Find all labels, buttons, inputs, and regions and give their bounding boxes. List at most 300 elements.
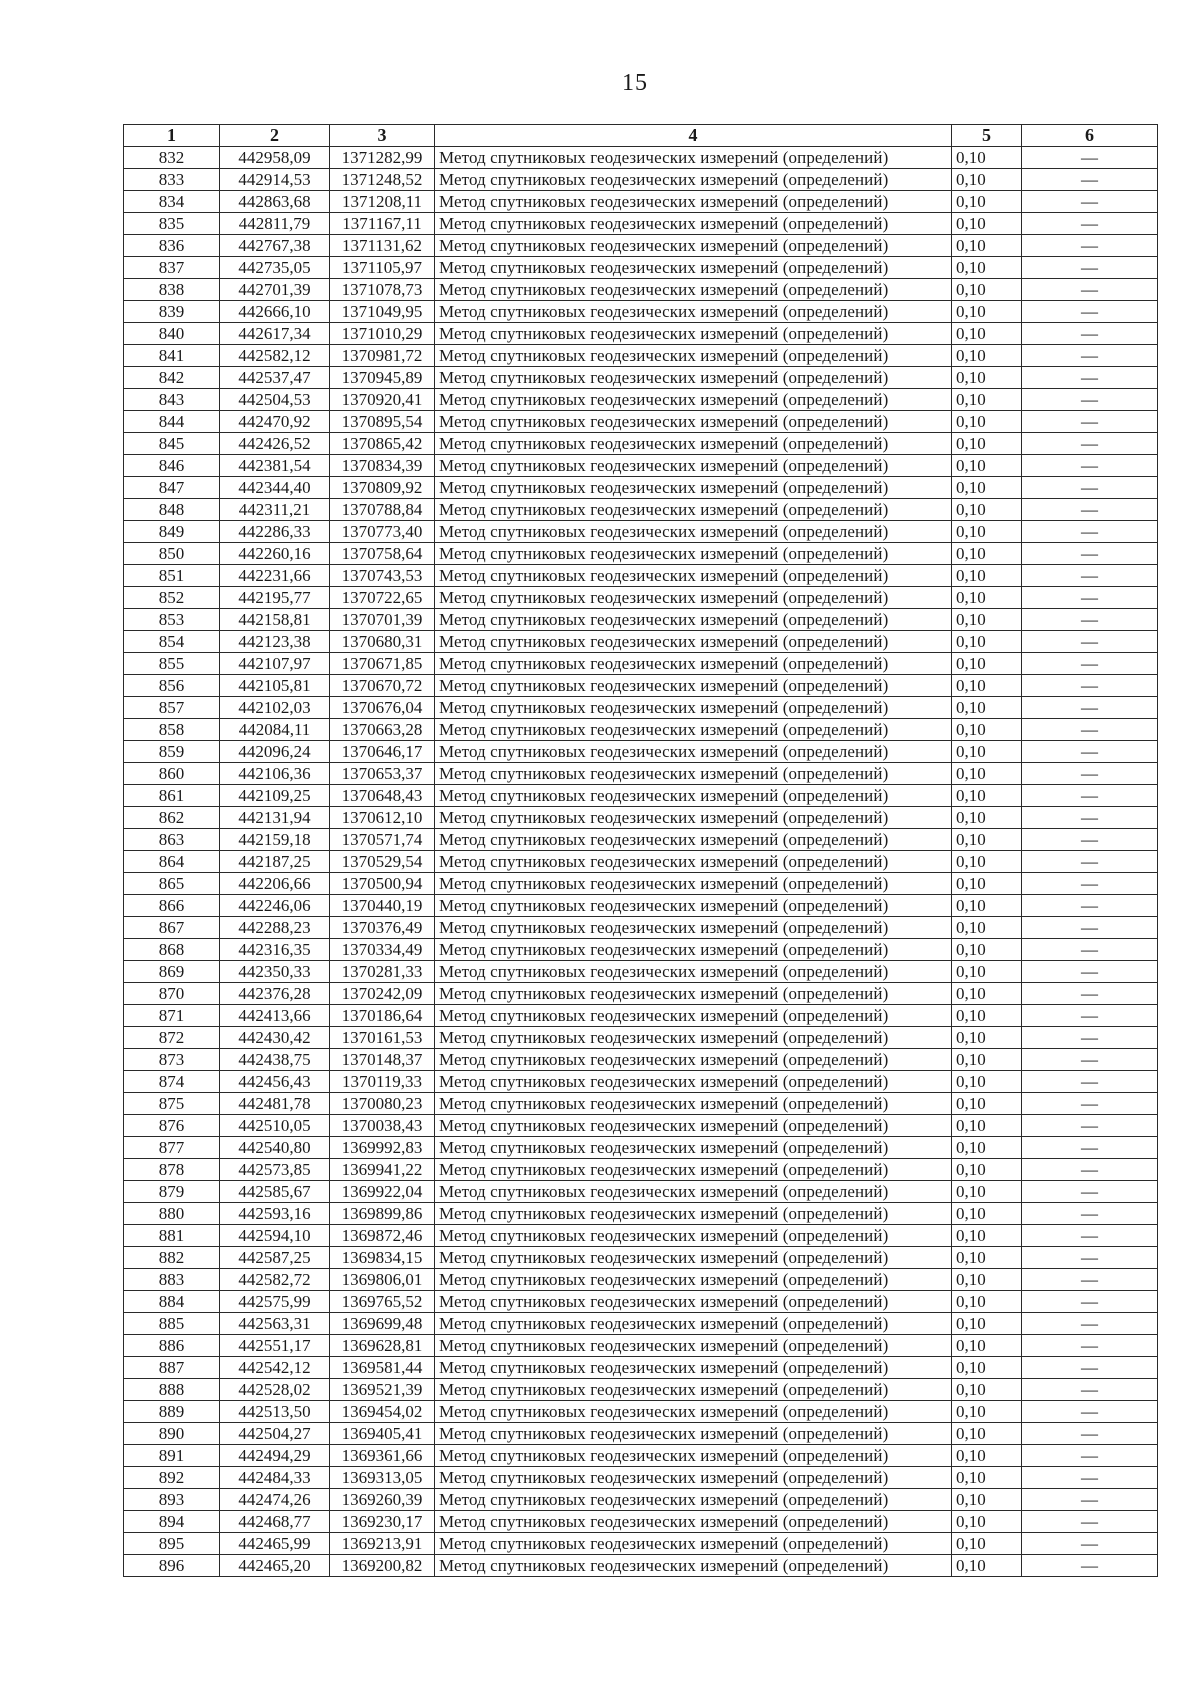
- y-coordinate-cell: 1370809,92: [330, 477, 435, 499]
- point-number-cell: 857: [124, 697, 220, 719]
- accuracy-cell: 0,10: [952, 653, 1022, 675]
- note-cell: —: [1022, 1115, 1158, 1137]
- note-cell: —: [1022, 301, 1158, 323]
- point-number-cell: 870: [124, 983, 220, 1005]
- table-row: [124, 631, 1158, 653]
- method-cell: Метод спутниковых геодезических измерений (определений): [435, 1533, 952, 1555]
- note-cell: —: [1022, 1533, 1158, 1555]
- accuracy-cell: 0,10: [952, 851, 1022, 873]
- y-coordinate-cell: 1370646,17: [330, 741, 435, 763]
- y-coordinate-cell: 1369521,39: [330, 1379, 435, 1401]
- table-row: [124, 1027, 1158, 1049]
- method-cell: Метод спутниковых геодезических измерений (определений): [435, 389, 952, 411]
- accuracy-cell: 0,10: [952, 961, 1022, 983]
- x-coordinate-cell: 442231,66: [220, 565, 330, 587]
- point-number-cell: 861: [124, 785, 220, 807]
- table-header: [124, 125, 1158, 147]
- method-cell: Метод спутниковых геодезических измерений (определений): [435, 1247, 952, 1269]
- point-number-cell: 855: [124, 653, 220, 675]
- table-row: [124, 1555, 1158, 1577]
- point-number-cell: 896: [124, 1555, 220, 1577]
- x-coordinate-cell: 442311,21: [220, 499, 330, 521]
- table-row: [124, 785, 1158, 807]
- method-cell: Метод спутниковых геодезических измерений (определений): [435, 609, 952, 631]
- table-row: [124, 1093, 1158, 1115]
- table-row: [124, 1379, 1158, 1401]
- method-cell: Метод спутниковых геодезических измерений (определений): [435, 1093, 952, 1115]
- x-coordinate-cell: 442666,10: [220, 301, 330, 323]
- note-cell: —: [1022, 1335, 1158, 1357]
- table-row: [124, 653, 1158, 675]
- accuracy-cell: 0,10: [952, 323, 1022, 345]
- method-cell: Метод спутниковых геодезических измерений (определений): [435, 829, 952, 851]
- accuracy-cell: 0,10: [952, 235, 1022, 257]
- accuracy-cell: 0,10: [952, 389, 1022, 411]
- x-coordinate-cell: 442474,26: [220, 1489, 330, 1511]
- table-row: [124, 1005, 1158, 1027]
- note-cell: —: [1022, 279, 1158, 301]
- point-number-cell: 873: [124, 1049, 220, 1071]
- accuracy-cell: 0,10: [952, 1379, 1022, 1401]
- method-cell: Метод спутниковых геодезических измерений (определений): [435, 895, 952, 917]
- x-coordinate-cell: 442811,79: [220, 213, 330, 235]
- y-coordinate-cell: 1371167,11: [330, 213, 435, 235]
- table-row: [124, 741, 1158, 763]
- point-number-cell: 880: [124, 1203, 220, 1225]
- table-row: [124, 1291, 1158, 1313]
- accuracy-cell: 0,10: [952, 1423, 1022, 1445]
- note-cell: —: [1022, 1071, 1158, 1093]
- note-cell: —: [1022, 389, 1158, 411]
- point-number-cell: 887: [124, 1357, 220, 1379]
- accuracy-cell: 0,10: [952, 983, 1022, 1005]
- x-coordinate-cell: 442504,27: [220, 1423, 330, 1445]
- accuracy-cell: 0,10: [952, 1335, 1022, 1357]
- table-row: [124, 1137, 1158, 1159]
- note-cell: —: [1022, 323, 1158, 345]
- accuracy-cell: 0,10: [952, 807, 1022, 829]
- table-row: [124, 1225, 1158, 1247]
- note-cell: —: [1022, 433, 1158, 455]
- x-coordinate-cell: 442582,72: [220, 1269, 330, 1291]
- y-coordinate-cell: 1369872,46: [330, 1225, 435, 1247]
- method-cell: Метод спутниковых геодезических измерений (определений): [435, 147, 952, 169]
- table-row: [124, 917, 1158, 939]
- x-coordinate-cell: 442470,92: [220, 411, 330, 433]
- note-cell: —: [1022, 1027, 1158, 1049]
- accuracy-cell: 0,10: [952, 521, 1022, 543]
- point-number-cell: 854: [124, 631, 220, 653]
- point-number-cell: 843: [124, 389, 220, 411]
- column-header-3: 3: [330, 125, 435, 147]
- note-cell: —: [1022, 1225, 1158, 1247]
- accuracy-cell: 0,10: [952, 433, 1022, 455]
- x-coordinate-cell: 442585,67: [220, 1181, 330, 1203]
- y-coordinate-cell: 1369992,83: [330, 1137, 435, 1159]
- method-cell: Метод спутниковых геодезических измерений (определений): [435, 279, 952, 301]
- point-number-cell: 850: [124, 543, 220, 565]
- y-coordinate-cell: 1371208,11: [330, 191, 435, 213]
- accuracy-cell: 0,10: [952, 1225, 1022, 1247]
- table-row: [124, 1049, 1158, 1071]
- point-number-cell: 832: [124, 147, 220, 169]
- note-cell: —: [1022, 455, 1158, 477]
- accuracy-cell: 0,10: [952, 1247, 1022, 1269]
- accuracy-cell: 0,10: [952, 257, 1022, 279]
- note-cell: —: [1022, 1401, 1158, 1423]
- y-coordinate-cell: 1369405,41: [330, 1423, 435, 1445]
- point-number-cell: 858: [124, 719, 220, 741]
- note-cell: —: [1022, 961, 1158, 983]
- note-cell: —: [1022, 543, 1158, 565]
- table-row: [124, 851, 1158, 873]
- table-row: [124, 1511, 1158, 1533]
- method-cell: Метод спутниковых геодезических измерений (определений): [435, 1357, 952, 1379]
- y-coordinate-cell: 1370834,39: [330, 455, 435, 477]
- point-number-cell: 872: [124, 1027, 220, 1049]
- x-coordinate-cell: 442158,81: [220, 609, 330, 631]
- y-coordinate-cell: 1370743,53: [330, 565, 435, 587]
- column-header-5: 5: [952, 125, 1022, 147]
- table-row: [124, 1533, 1158, 1555]
- accuracy-cell: 0,10: [952, 191, 1022, 213]
- y-coordinate-cell: 1370758,64: [330, 543, 435, 565]
- y-coordinate-cell: 1370773,40: [330, 521, 435, 543]
- method-cell: Метод спутниковых геодезических измерений (определений): [435, 1027, 952, 1049]
- x-coordinate-cell: 442288,23: [220, 917, 330, 939]
- x-coordinate-cell: 442131,94: [220, 807, 330, 829]
- point-number-cell: 859: [124, 741, 220, 763]
- table-row: [124, 1203, 1158, 1225]
- y-coordinate-cell: 1369313,05: [330, 1467, 435, 1489]
- accuracy-cell: 0,10: [952, 587, 1022, 609]
- note-cell: —: [1022, 1379, 1158, 1401]
- point-number-cell: 836: [124, 235, 220, 257]
- note-cell: —: [1022, 829, 1158, 851]
- point-number-cell: 860: [124, 763, 220, 785]
- point-number-cell: 875: [124, 1093, 220, 1115]
- note-cell: —: [1022, 587, 1158, 609]
- note-cell: —: [1022, 1049, 1158, 1071]
- method-cell: Метод спутниковых геодезических измерений (определений): [435, 1005, 952, 1027]
- accuracy-cell: 0,10: [952, 873, 1022, 895]
- y-coordinate-cell: 1370186,64: [330, 1005, 435, 1027]
- y-coordinate-cell: 1370788,84: [330, 499, 435, 521]
- method-cell: Метод спутниковых геодезических измерений (определений): [435, 939, 952, 961]
- accuracy-cell: 0,10: [952, 455, 1022, 477]
- accuracy-cell: 0,10: [952, 279, 1022, 301]
- x-coordinate-cell: 442426,52: [220, 433, 330, 455]
- method-cell: Метод спутниковых геодезических измерений (определений): [435, 763, 952, 785]
- table-row: [124, 939, 1158, 961]
- table-row: [124, 477, 1158, 499]
- y-coordinate-cell: 1370440,19: [330, 895, 435, 917]
- point-number-cell: 852: [124, 587, 220, 609]
- method-cell: Метод спутниковых геодезических измерений (определений): [435, 235, 952, 257]
- y-coordinate-cell: 1369213,91: [330, 1533, 435, 1555]
- note-cell: —: [1022, 939, 1158, 961]
- note-cell: —: [1022, 1489, 1158, 1511]
- point-number-cell: 881: [124, 1225, 220, 1247]
- point-number-cell: 862: [124, 807, 220, 829]
- note-cell: —: [1022, 257, 1158, 279]
- accuracy-cell: 0,10: [952, 719, 1022, 741]
- accuracy-cell: 0,10: [952, 917, 1022, 939]
- table-row: [124, 213, 1158, 235]
- point-number-cell: 895: [124, 1533, 220, 1555]
- y-coordinate-cell: 1370500,94: [330, 873, 435, 895]
- accuracy-cell: 0,10: [952, 1313, 1022, 1335]
- y-coordinate-cell: 1370376,49: [330, 917, 435, 939]
- table-row: [124, 323, 1158, 345]
- table-row: [124, 1357, 1158, 1379]
- method-cell: Метод спутниковых геодезических измерений (определений): [435, 1379, 952, 1401]
- point-number-cell: 847: [124, 477, 220, 499]
- accuracy-cell: 0,10: [952, 1401, 1022, 1423]
- y-coordinate-cell: 1371078,73: [330, 279, 435, 301]
- method-cell: Метод спутниковых геодезических измерений (определений): [435, 1225, 952, 1247]
- table-row: [124, 367, 1158, 389]
- table-row: [124, 587, 1158, 609]
- table-row: [124, 257, 1158, 279]
- accuracy-cell: 0,10: [952, 1071, 1022, 1093]
- point-number-cell: 885: [124, 1313, 220, 1335]
- column-header-1: 1: [124, 125, 220, 147]
- method-cell: Метод спутниковых геодезических измерений (определений): [435, 411, 952, 433]
- point-number-cell: 864: [124, 851, 220, 873]
- header-row: [124, 125, 1158, 147]
- method-cell: Метод спутниковых геодезических измерений (определений): [435, 1269, 952, 1291]
- x-coordinate-cell: 442096,24: [220, 741, 330, 763]
- table-row: [124, 389, 1158, 411]
- method-cell: Метод спутниковых геодезических измерений (определений): [435, 631, 952, 653]
- x-coordinate-cell: 442701,39: [220, 279, 330, 301]
- y-coordinate-cell: 1370865,42: [330, 433, 435, 455]
- method-cell: Метод спутниковых геодезических измерений (определений): [435, 301, 952, 323]
- x-coordinate-cell: 442206,66: [220, 873, 330, 895]
- accuracy-cell: 0,10: [952, 1181, 1022, 1203]
- x-coordinate-cell: 442484,33: [220, 1467, 330, 1489]
- y-coordinate-cell: 1371248,52: [330, 169, 435, 191]
- point-number-cell: 848: [124, 499, 220, 521]
- method-cell: Метод спутниковых геодезических измерений (определений): [435, 1467, 952, 1489]
- note-cell: —: [1022, 763, 1158, 785]
- accuracy-cell: 0,10: [952, 411, 1022, 433]
- x-coordinate-cell: 442246,06: [220, 895, 330, 917]
- y-coordinate-cell: 1370529,54: [330, 851, 435, 873]
- y-coordinate-cell: 1369834,15: [330, 1247, 435, 1269]
- x-coordinate-cell: 442575,99: [220, 1291, 330, 1313]
- method-cell: Метод спутниковых геодезических измерений (определений): [435, 433, 952, 455]
- point-number-cell: 856: [124, 675, 220, 697]
- accuracy-cell: 0,10: [952, 1137, 1022, 1159]
- y-coordinate-cell: 1370281,33: [330, 961, 435, 983]
- note-cell: —: [1022, 1093, 1158, 1115]
- note-cell: —: [1022, 1445, 1158, 1467]
- note-cell: —: [1022, 1291, 1158, 1313]
- x-coordinate-cell: 442468,77: [220, 1511, 330, 1533]
- method-cell: Метод спутниковых геодезических измерений (определений): [435, 1511, 952, 1533]
- method-cell: Метод спутниковых геодезических измерений (определений): [435, 785, 952, 807]
- point-number-cell: 893: [124, 1489, 220, 1511]
- method-cell: Метод спутниковых геодезических измерений (определений): [435, 1181, 952, 1203]
- point-number-cell: 851: [124, 565, 220, 587]
- x-coordinate-cell: 442109,25: [220, 785, 330, 807]
- method-cell: Метод спутниковых геодезических измерений (определений): [435, 213, 952, 235]
- accuracy-cell: 0,10: [952, 477, 1022, 499]
- x-coordinate-cell: 442438,75: [220, 1049, 330, 1071]
- point-number-cell: 846: [124, 455, 220, 477]
- method-cell: Метод спутниковых геодезических измерений (определений): [435, 983, 952, 1005]
- x-coordinate-cell: 442481,78: [220, 1093, 330, 1115]
- table-row: [124, 433, 1158, 455]
- note-cell: —: [1022, 1181, 1158, 1203]
- table-row: [124, 279, 1158, 301]
- method-cell: Метод спутниковых геодезических измерений (определений): [435, 587, 952, 609]
- table-row: [124, 191, 1158, 213]
- accuracy-cell: 0,10: [952, 345, 1022, 367]
- accuracy-cell: 0,10: [952, 895, 1022, 917]
- y-coordinate-cell: 1370945,89: [330, 367, 435, 389]
- note-cell: —: [1022, 873, 1158, 895]
- table-row: [124, 697, 1158, 719]
- note-cell: —: [1022, 1159, 1158, 1181]
- accuracy-cell: 0,10: [952, 1467, 1022, 1489]
- note-cell: —: [1022, 169, 1158, 191]
- note-cell: —: [1022, 411, 1158, 433]
- table-row: [124, 301, 1158, 323]
- method-cell: Метод спутниковых геодезических измерений (определений): [435, 807, 952, 829]
- accuracy-cell: 0,10: [952, 1511, 1022, 1533]
- y-coordinate-cell: 1370701,39: [330, 609, 435, 631]
- y-coordinate-cell: 1370038,43: [330, 1115, 435, 1137]
- note-cell: —: [1022, 983, 1158, 1005]
- y-coordinate-cell: 1370612,10: [330, 807, 435, 829]
- accuracy-cell: 0,10: [952, 1049, 1022, 1071]
- note-cell: —: [1022, 1247, 1158, 1269]
- method-cell: Метод спутниковых геодезических измерений (определений): [435, 191, 952, 213]
- note-cell: —: [1022, 191, 1158, 213]
- y-coordinate-cell: 1369941,22: [330, 1159, 435, 1181]
- method-cell: Метод спутниковых геодезических измерений (определений): [435, 1049, 952, 1071]
- note-cell: —: [1022, 917, 1158, 939]
- accuracy-cell: 0,10: [952, 609, 1022, 631]
- y-coordinate-cell: 1369628,81: [330, 1335, 435, 1357]
- x-coordinate-cell: 442105,81: [220, 675, 330, 697]
- point-number-cell: 866: [124, 895, 220, 917]
- accuracy-cell: 0,10: [952, 1269, 1022, 1291]
- point-number-cell: 874: [124, 1071, 220, 1093]
- method-cell: Метод спутниковых геодезических измерений (определений): [435, 477, 952, 499]
- note-cell: —: [1022, 1423, 1158, 1445]
- table-row: [124, 1313, 1158, 1335]
- note-cell: —: [1022, 367, 1158, 389]
- y-coordinate-cell: 1371282,99: [330, 147, 435, 169]
- note-cell: —: [1022, 1137, 1158, 1159]
- x-coordinate-cell: 442914,53: [220, 169, 330, 191]
- y-coordinate-cell: 1369765,52: [330, 1291, 435, 1313]
- x-coordinate-cell: 442767,38: [220, 235, 330, 257]
- table-row: [124, 1269, 1158, 1291]
- accuracy-cell: 0,10: [952, 1357, 1022, 1379]
- x-coordinate-cell: 442542,12: [220, 1357, 330, 1379]
- note-cell: —: [1022, 719, 1158, 741]
- y-coordinate-cell: 1370571,74: [330, 829, 435, 851]
- table-row: [124, 235, 1158, 257]
- note-cell: —: [1022, 521, 1158, 543]
- accuracy-cell: 0,10: [952, 763, 1022, 785]
- method-cell: Метод спутниковых геодезических измерений (определений): [435, 873, 952, 895]
- point-number-cell: 869: [124, 961, 220, 983]
- accuracy-cell: 0,10: [952, 741, 1022, 763]
- x-coordinate-cell: 442504,53: [220, 389, 330, 411]
- y-coordinate-cell: 1370080,23: [330, 1093, 435, 1115]
- note-cell: —: [1022, 653, 1158, 675]
- x-coordinate-cell: 442528,02: [220, 1379, 330, 1401]
- accuracy-cell: 0,10: [952, 939, 1022, 961]
- accuracy-cell: 0,10: [952, 169, 1022, 191]
- point-number-cell: 894: [124, 1511, 220, 1533]
- accuracy-cell: 0,10: [952, 1203, 1022, 1225]
- table-row: [124, 1445, 1158, 1467]
- accuracy-cell: 0,10: [952, 785, 1022, 807]
- method-cell: Метод спутниковых геодезических измерений (определений): [435, 697, 952, 719]
- y-coordinate-cell: 1370119,33: [330, 1071, 435, 1093]
- point-number-cell: 840: [124, 323, 220, 345]
- point-number-cell: 886: [124, 1335, 220, 1357]
- x-coordinate-cell: 442159,18: [220, 829, 330, 851]
- x-coordinate-cell: 442494,29: [220, 1445, 330, 1467]
- method-cell: Метод спутниковых геодезических измерений (определений): [435, 851, 952, 873]
- table-row: [124, 1115, 1158, 1137]
- y-coordinate-cell: 1370648,43: [330, 785, 435, 807]
- accuracy-cell: 0,10: [952, 1445, 1022, 1467]
- note-cell: —: [1022, 1555, 1158, 1577]
- method-cell: Метод спутниковых геодезических измерений (определений): [435, 1313, 952, 1335]
- point-number-cell: 888: [124, 1379, 220, 1401]
- point-number-cell: 839: [124, 301, 220, 323]
- y-coordinate-cell: 1370671,85: [330, 653, 435, 675]
- note-cell: —: [1022, 147, 1158, 169]
- point-number-cell: 882: [124, 1247, 220, 1269]
- table-row: [124, 1467, 1158, 1489]
- x-coordinate-cell: 442316,35: [220, 939, 330, 961]
- accuracy-cell: 0,10: [952, 1005, 1022, 1027]
- point-number-cell: 879: [124, 1181, 220, 1203]
- point-number-cell: 863: [124, 829, 220, 851]
- point-number-cell: 891: [124, 1445, 220, 1467]
- accuracy-cell: 0,10: [952, 1533, 1022, 1555]
- x-coordinate-cell: 442540,80: [220, 1137, 330, 1159]
- column-header-6: 6: [1022, 125, 1158, 147]
- y-coordinate-cell: 1369260,39: [330, 1489, 435, 1511]
- table-row: [124, 1181, 1158, 1203]
- y-coordinate-cell: 1371049,95: [330, 301, 435, 323]
- y-coordinate-cell: 1370895,54: [330, 411, 435, 433]
- accuracy-cell: 0,10: [952, 1291, 1022, 1313]
- note-cell: —: [1022, 477, 1158, 499]
- y-coordinate-cell: 1369200,82: [330, 1555, 435, 1577]
- point-number-cell: 877: [124, 1137, 220, 1159]
- note-cell: —: [1022, 631, 1158, 653]
- x-coordinate-cell: 442582,12: [220, 345, 330, 367]
- y-coordinate-cell: 1370148,37: [330, 1049, 435, 1071]
- method-cell: Метод спутниковых геодезических измерений (определений): [435, 1159, 952, 1181]
- point-number-cell: 892: [124, 1467, 220, 1489]
- accuracy-cell: 0,10: [952, 1555, 1022, 1577]
- point-number-cell: 853: [124, 609, 220, 631]
- x-coordinate-cell: 442593,16: [220, 1203, 330, 1225]
